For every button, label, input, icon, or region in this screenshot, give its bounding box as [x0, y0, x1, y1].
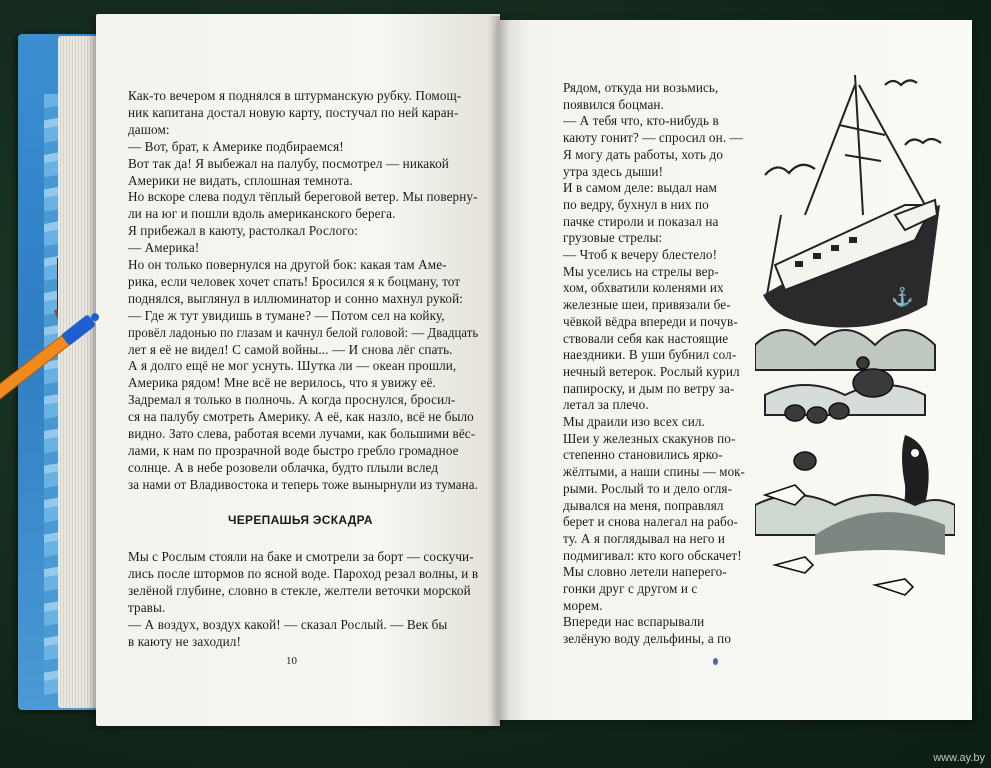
text-line: ся на палубу смотреть Америку. А её, как назло, всё не было — [128, 409, 474, 425]
text-line: Вот так да! Я выбежал на палубу, посмотрел — никакой — [128, 155, 449, 171]
text-line: хом, обхватили коленями их — [563, 280, 724, 296]
text-line: степенно становились ярко- — [563, 447, 723, 463]
text-line: лет я её не видел! С самой войны... — И снова лёг спать. — [128, 341, 453, 357]
text-line: лись после штормов по ясной воде. Пароход резал волны, и в — [128, 565, 479, 581]
text-line: рыми. Рослый то и дело огля- — [563, 480, 733, 496]
text-line: нечный ветерок. Рослый курил — [563, 363, 740, 379]
text-line: Америки не видать, сплошная темнота. — [128, 172, 353, 188]
watermark: www.ay.by — [933, 752, 985, 764]
text-line: гонки друг с другом и с — [563, 581, 698, 596]
text-line: Но вскоре слева подул тёплый береговой ветер. Мы поверну- — [128, 189, 478, 205]
book-gutter — [488, 16, 510, 726]
text-line: зелёной глубине, словно в стекле, желтели веточки морской — [128, 582, 471, 598]
page-number: 10 — [286, 655, 297, 667]
text-line: папироску, и дым по ветру за- — [563, 380, 735, 396]
text-line: зелёную воду дельфины, а по — [563, 631, 732, 647]
chapter-title: ЧЕРЕПАШЬЯ ЭСКАДРА — [228, 513, 373, 527]
ink-mark — [713, 658, 718, 665]
text-line: — А тебя что, кто-нибудь в — [563, 113, 719, 129]
text-line: ту. А я поглядывал на него и — [563, 530, 726, 546]
text-line: по ведру, бухнул в них по — [563, 196, 709, 212]
text-line: рика, если человек хочет спать! Бросился я к боцману, тот — [128, 273, 461, 289]
text-line: солнце. А в небе розовели облачка, будто плыли вслед — [128, 459, 439, 475]
text-line: появился боцман. — [563, 96, 664, 112]
text-line: травы. — [128, 599, 166, 615]
text-line: — Где ж тут увидишь в тумане? — Потом сел на койку, — [128, 307, 445, 323]
text-line: Америка рядом! Мне всё не верилось, что я увижу её. — [128, 375, 436, 391]
text-line: — Чтоб к вечеру блестело! — [563, 247, 718, 262]
text-line: лами, к нам по прозрачной воде быстро гребло громадное — [128, 442, 459, 458]
text-line: за нами от Владивостока и теперь тоже вынырнули из тумана. — [128, 476, 478, 492]
text-line: И в самом деле: выдал нам — [563, 180, 717, 196]
text-line: наездники. В уши бубнил сол- — [563, 347, 737, 363]
text-line: ник капитана достал новую карту, постучал по ней каран- — [128, 104, 459, 120]
text-line: Мы уселись на стрелы вер- — [563, 263, 719, 279]
text-line: Я прибежал в каюту, растолкал Рослого: — [128, 223, 358, 239]
text-line: берет и снова налегал на рабо- — [563, 514, 739, 530]
text-line: ствовали себя как настоящие — [563, 330, 729, 346]
text-line: Задремал я только в полночь. А когда проснулся, бросил- — [128, 392, 456, 408]
text-line: дывался на меня, поправлял — [563, 497, 724, 513]
svg-text:⚓: ⚓ — [891, 287, 914, 307]
text-line: подмигивал: кто кого обскачет! — [563, 547, 742, 563]
text-line: Рядом, откуда ни возьмись, — [563, 80, 719, 95]
text-line: морем. — [563, 597, 603, 613]
text-line: А я долго ещё не мог уснуть. Шутка ли — океан прошли, — [128, 358, 457, 374]
text-line: Шеи у железных скакунов по- — [563, 430, 736, 446]
text-line: провёл ладонью по глазам и качнул белой головой: — Двадцать — [128, 324, 479, 340]
text-line: пачке стироли и показал на — [563, 213, 719, 229]
text-line: Мы с Рослым стояли на баке и смотрели за борт — соскучи- — [128, 549, 474, 564]
text-line: чёвкой вёдра впереди и почув- — [563, 313, 738, 329]
text-line: Впереди нас вспарывали — [563, 614, 705, 630]
text-line: Как-то вечером я поднялся в штурманскую рубку. Помощ- — [128, 88, 462, 103]
text-line: Мы драили изо всех сил. — [563, 414, 705, 429]
text-line: — Вот, брат, к Америке подбираемся! — [128, 138, 344, 154]
ship-illustration — [755, 65, 955, 625]
text-line: дашом: — [128, 121, 170, 137]
text-line: Я могу дать работы, хоть до — [563, 146, 724, 162]
text-line: ли на юг и пошли вдоль американского берега. — [128, 206, 396, 222]
text-line: — Америка! — [128, 240, 200, 256]
text-line: видно. Зато слева, работая всеми лучами, как большими вёс- — [128, 426, 476, 441]
text-line: железные шеи, привязали бе- — [563, 297, 731, 313]
text-line: каюту гонит? — спросил он. — — [563, 130, 743, 146]
text-line: грузовые стрелы: — [563, 230, 663, 246]
text-line: — А воздух, воздух какой! — сказал Рослый. — Век бы — [128, 616, 448, 632]
text-line: поднялся, выглянул в иллюминатор и сонно махнул рукой: — [128, 290, 464, 306]
text-line: жёлтыми, а наши спины — мок- — [563, 464, 745, 480]
text-line: Мы словно летели наперего- — [563, 564, 727, 580]
text-line: утра здесь дыши! — [563, 163, 664, 179]
text-line: Но он только повернулся на другой бок: какая там Аме- — [128, 257, 447, 272]
text-line: в каюту не заходил! — [128, 633, 241, 649]
text-line: летал за плечо. — [563, 397, 649, 413]
